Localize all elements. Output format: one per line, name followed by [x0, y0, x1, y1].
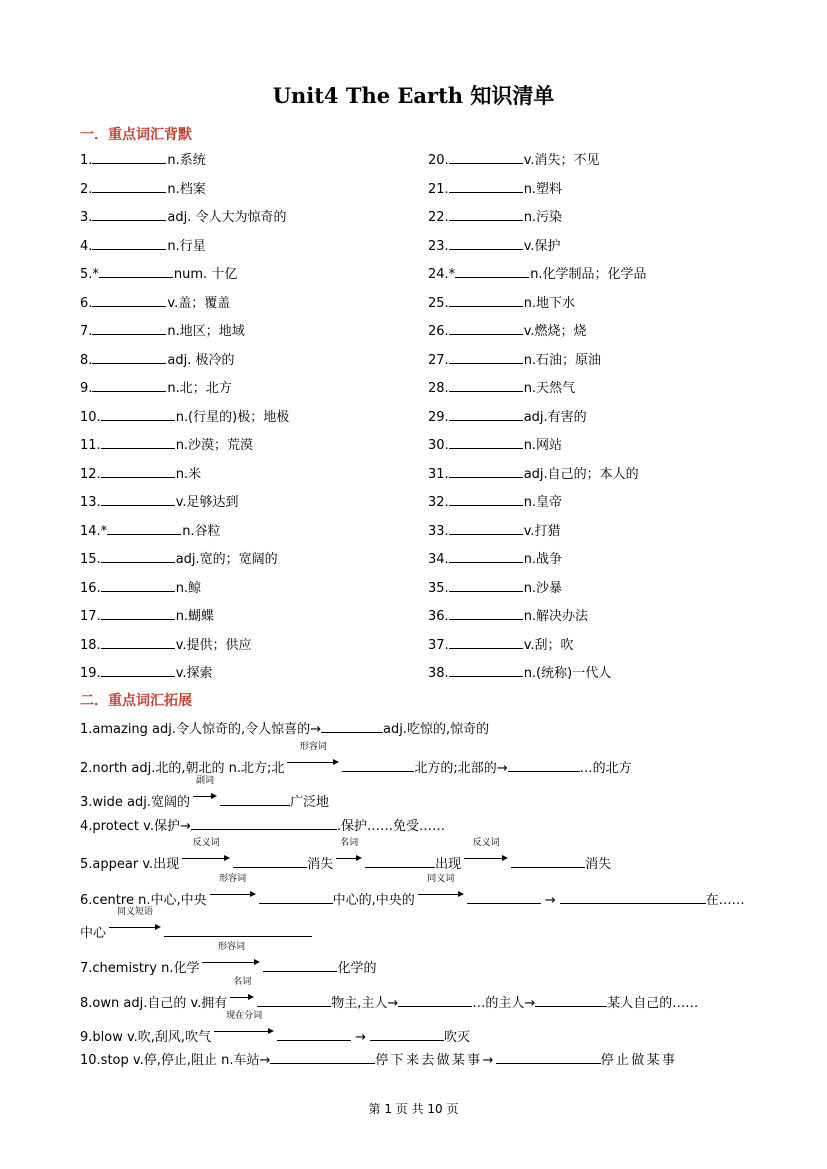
answer-blank[interactable]	[101, 434, 175, 449]
answer-blank[interactable]	[449, 235, 523, 250]
vocab-item	[428, 434, 562, 454]
answer-blank[interactable]	[449, 577, 523, 592]
expansion-text: →	[355, 1030, 366, 1045]
vocab-definition: adj.有害的	[523, 409, 587, 425]
vocab-item	[428, 491, 562, 511]
answer-blank[interactable]	[449, 149, 523, 164]
expansion-text: 物主,主人→	[331, 996, 399, 1011]
vocab-number: 29.	[428, 409, 449, 425]
vocab-item	[428, 577, 562, 597]
answer-blank[interactable]	[92, 178, 166, 193]
vocab-number: 6.	[80, 295, 93, 311]
expansion-text: 6.centre n.中心,中央	[80, 893, 207, 908]
answer-blank[interactable]	[101, 605, 175, 620]
answer-blank[interactable]	[496, 1049, 601, 1064]
relation-label: 名词	[233, 977, 252, 987]
vocab-item	[80, 662, 213, 682]
expansion-text: 消失	[307, 857, 334, 872]
answer-blank[interactable]	[449, 548, 523, 563]
expansion-text: 在……	[705, 893, 745, 908]
vocab-item	[428, 520, 561, 540]
vocab-number: 17.	[80, 609, 101, 624]
answer-blank[interactable]	[398, 992, 472, 1007]
expansion-text: →	[544, 893, 556, 908]
answer-blank[interactable]	[449, 206, 523, 221]
answer-blank[interactable]	[449, 634, 523, 649]
vocab-number: 38.	[428, 666, 449, 681]
expansion-line-6-continued	[80, 907, 750, 944]
relation-arrow	[462, 838, 510, 868]
answer-blank[interactable]	[259, 889, 333, 904]
expansion-text: 化学的	[337, 961, 377, 976]
relation-arrow	[107, 907, 163, 937]
vocab-definition: n.米	[175, 466, 202, 482]
vocab-item	[80, 292, 230, 312]
vocab-definition: n.化学制品；化学品	[530, 267, 647, 282]
vocab-number: 8.	[80, 352, 93, 368]
page-footer: 第 1 页 共 10 页	[368, 1102, 459, 1116]
vocab-number: 23.	[428, 238, 449, 254]
vocab-definition: n.解决办法	[523, 609, 589, 624]
vocab-definition: n.污染	[523, 210, 563, 225]
answer-blank[interactable]	[455, 263, 529, 278]
vocab-item	[428, 463, 639, 483]
relation-arrow	[208, 874, 258, 904]
vocab-number: 5.*	[80, 267, 99, 282]
relation-arrow	[212, 1011, 276, 1041]
vocab-item	[428, 292, 575, 312]
relation-label: 同义短语	[117, 907, 154, 917]
expansion-line-8	[80, 977, 750, 1014]
expansion-text: 某人自己的……	[607, 996, 699, 1011]
vocab-number: 19.	[80, 666, 101, 681]
vocab-definition: num. 十亿	[173, 267, 238, 282]
vocab-number: 13.	[80, 495, 101, 510]
relation-arrow	[191, 776, 219, 806]
page-title: Unit4 The Earth 知识清单	[272, 83, 555, 108]
vocab-definition: n.北；北方	[167, 381, 232, 396]
vocab-number: 16.	[80, 580, 101, 596]
answer-blank[interactable]	[508, 757, 580, 772]
vocab-definition: n.战争	[523, 552, 563, 567]
relation-arrow	[334, 838, 364, 868]
expansion-line-3	[80, 776, 750, 813]
relation-label: 形容词	[217, 942, 245, 952]
answer-blank[interactable]	[449, 434, 523, 449]
vocab-item	[80, 377, 232, 397]
answer-blank[interactable]	[101, 634, 175, 649]
vocab-item	[80, 263, 237, 283]
vocab-number: 14.*	[80, 523, 108, 539]
vocab-number: 18.	[80, 637, 101, 653]
expansion-text: 8.own adj.自己的 v.拥有	[80, 996, 228, 1011]
vocab-item	[428, 206, 562, 226]
vocab-number: 7.	[80, 324, 93, 339]
vocab-definition: n.(统称)一代人	[523, 666, 612, 681]
expansion-text: 9.blow v.吹,刮风,吹气	[80, 1030, 212, 1045]
answer-blank[interactable]	[449, 463, 523, 478]
vocab-number: 4.	[80, 238, 93, 254]
vocab-item	[80, 605, 214, 625]
vocab-definition: adj.自己的；本人的	[523, 466, 639, 482]
answer-blank[interactable]	[99, 263, 173, 278]
vocab-item	[80, 463, 201, 483]
vocab-item	[428, 634, 574, 654]
vocab-definition: n.皇帝	[523, 495, 563, 510]
vocab-item	[80, 520, 221, 540]
vocab-number: 25.	[428, 295, 449, 311]
vocab-number: 28.	[428, 381, 449, 396]
expansion-text: …的主人→	[472, 996, 536, 1011]
vocab-item	[428, 406, 587, 426]
vocab-definition: v.探索	[175, 666, 213, 681]
expansion-text: 出现	[435, 857, 462, 872]
answer-blank[interactable]	[449, 349, 523, 364]
vocab-number: 35.	[428, 580, 449, 596]
relation-arrow	[416, 874, 466, 904]
answer-blank[interactable]	[92, 377, 166, 392]
expansion-line-2	[80, 742, 750, 779]
answer-blank[interactable]	[467, 889, 541, 904]
vocab-definition: n.系统	[167, 153, 206, 168]
relation-label: 副词	[195, 776, 214, 786]
vocab-definition: n.天然气	[523, 381, 576, 396]
answer-blank[interactable]	[101, 577, 175, 592]
section-heading-expansion: 二．重点词汇拓展	[80, 693, 192, 709]
vocab-item	[428, 349, 601, 369]
vocab-definition: adj. 极冷的	[167, 352, 235, 368]
relation-label: 反义词	[192, 838, 220, 848]
expansion-text: 7.chemistry n.化学	[80, 961, 200, 976]
vocab-definition: v.刮；吹	[523, 637, 574, 653]
expansion-text: 1.amazing adj.令人惊奇的,令人惊喜的→	[80, 722, 322, 737]
answer-blank[interactable]	[101, 491, 175, 506]
answer-blank[interactable]	[92, 292, 166, 307]
vocab-definition: n.地下水	[523, 295, 576, 311]
expansion-line-1	[80, 718, 750, 740]
expansion-text: 5.appear v.出现	[80, 857, 180, 872]
expansion-line-6	[80, 874, 750, 911]
relation-label: 同义词	[427, 874, 455, 884]
vocab-item	[80, 406, 289, 426]
vocab-number: 21.	[428, 181, 449, 197]
expansion-text: 中心的,中央的	[332, 893, 415, 908]
vocab-item	[80, 235, 206, 255]
vocab-definition: v.消失；不见	[523, 153, 600, 168]
answer-blank[interactable]	[449, 178, 523, 193]
vocab-item	[428, 320, 587, 340]
answer-blank[interactable]	[449, 605, 523, 620]
vocab-item	[80, 548, 278, 568]
answer-blank[interactable]	[449, 406, 523, 421]
vocab-definition: v.盖；覆盖	[167, 295, 231, 311]
vocab-item	[80, 577, 201, 597]
vocab-item	[80, 149, 206, 169]
vocab-item	[80, 178, 206, 198]
expansion-text: 停止做某事	[600, 1053, 678, 1068]
vocab-item	[428, 263, 647, 283]
relation-arrow	[200, 942, 262, 972]
expansion-text: 3.wide adj.宽阔的	[80, 795, 190, 810]
vocab-definition: n.(行星的)极；地极	[175, 409, 290, 425]
answer-blank[interactable]	[101, 463, 175, 478]
answer-blank[interactable]	[449, 520, 523, 535]
answer-blank[interactable]	[449, 491, 523, 506]
vocab-definition: adj.宽的；宽阔的	[175, 552, 278, 567]
relation-arrow	[285, 742, 341, 772]
vocab-item	[80, 349, 235, 369]
vocab-number: 22.	[428, 210, 449, 225]
expansion-text: 中心	[80, 926, 107, 941]
relation-label: 形容词	[219, 874, 247, 884]
vocab-item	[428, 662, 611, 682]
vocab-definition: n.谷粒	[182, 523, 221, 539]
vocab-number: 15.	[80, 552, 101, 567]
vocab-number: 31.	[428, 466, 449, 482]
vocab-number: 20.	[428, 153, 449, 168]
vocab-definition: n.蝴蝶	[175, 609, 215, 624]
vocab-number: 24.*	[428, 267, 456, 282]
answer-blank[interactable]	[164, 922, 312, 937]
answer-blank[interactable]	[220, 791, 290, 806]
vocab-definition: n.石油；原油	[523, 352, 602, 368]
vocab-number: 9.	[80, 381, 93, 396]
answer-blank[interactable]	[321, 718, 383, 733]
vocab-definition: v.燃烧；烧	[523, 324, 587, 339]
section-heading-vocab: 一．重点词汇背默	[80, 127, 192, 143]
vocab-number: 37.	[428, 637, 449, 653]
expansion-text: …的北方	[579, 761, 632, 776]
relation-label: 现在分词	[226, 1011, 263, 1021]
vocab-definition: n.塑料	[523, 181, 563, 197]
vocab-number: 11.	[80, 438, 101, 453]
vocab-definition: n.网站	[523, 438, 563, 453]
vocab-item	[428, 149, 600, 169]
answer-blank[interactable]	[263, 957, 337, 972]
answer-blank[interactable]	[257, 992, 331, 1007]
answer-blank[interactable]	[233, 853, 307, 868]
answer-blank[interactable]	[270, 1049, 375, 1064]
vocab-item	[428, 377, 575, 397]
answer-blank[interactable]	[560, 889, 706, 904]
answer-blank[interactable]	[92, 206, 166, 221]
answer-blank[interactable]	[365, 853, 435, 868]
answer-blank[interactable]	[92, 149, 166, 164]
expansion-text: .保护……免受……	[336, 819, 445, 834]
answer-blank[interactable]	[449, 292, 523, 307]
vocab-number: 12.	[80, 466, 101, 482]
vocab-number: 1.	[80, 153, 93, 168]
vocab-item	[428, 548, 562, 568]
vocab-number: 36.	[428, 609, 449, 624]
relation-arrow	[180, 838, 232, 868]
answer-blank[interactable]	[449, 662, 523, 677]
relation-label: 名词	[340, 838, 359, 848]
expansion-line-10	[80, 1049, 750, 1071]
expansion-line-9	[80, 1011, 750, 1048]
vocab-number: 30.	[428, 438, 449, 453]
vocab-definition: n.行星	[167, 238, 206, 254]
vocab-number: 2.	[80, 181, 93, 197]
vocab-definition: v.提供；供应	[175, 637, 252, 653]
answer-blank[interactable]	[101, 662, 175, 677]
answer-blank[interactable]	[277, 1026, 351, 1041]
answer-blank[interactable]	[511, 853, 585, 868]
answer-blank[interactable]	[101, 406, 175, 421]
vocab-number: 3.	[80, 210, 93, 225]
vocab-item	[428, 178, 562, 198]
expansion-line-4	[80, 815, 750, 837]
relation-arrow	[228, 977, 256, 1007]
expansion-line-7	[80, 942, 750, 979]
vocab-definition: adj. 令人大为惊奇的	[167, 210, 287, 225]
answer-blank[interactable]	[449, 320, 523, 335]
answer-blank[interactable]	[191, 815, 337, 830]
vocab-item	[80, 491, 239, 511]
vocab-number: 32.	[428, 495, 449, 510]
vocab-item	[428, 605, 588, 625]
vocab-number: 33.	[428, 523, 449, 539]
vocab-definition: v.打猎	[523, 523, 561, 539]
vocab-item	[80, 320, 245, 340]
expansion-text: 吹灭	[443, 1030, 470, 1045]
expansion-text: 广泛地	[290, 795, 330, 810]
answer-blank[interactable]	[101, 548, 175, 563]
answer-blank[interactable]	[92, 349, 166, 364]
vocab-number: 10.	[80, 409, 101, 425]
vocab-definition: n.沙暴	[523, 580, 563, 596]
answer-blank[interactable]	[92, 235, 166, 250]
vocab-definition: n.档案	[167, 181, 206, 197]
answer-blank[interactable]	[449, 377, 523, 392]
vocab-item	[80, 434, 253, 454]
vocab-definition: v.足够达到	[175, 495, 239, 510]
expansion-text: 停下来去做某事→	[375, 1053, 496, 1068]
answer-blank[interactable]	[92, 320, 166, 335]
answer-blank[interactable]	[342, 757, 414, 772]
vocab-definition: n.沙漠；荒漠	[175, 438, 254, 453]
answer-blank[interactable]	[535, 992, 607, 1007]
answer-blank[interactable]	[370, 1026, 444, 1041]
expansion-text: 消失	[585, 857, 612, 872]
relation-label: 形容词	[299, 742, 327, 752]
vocab-definition: v.保护	[523, 238, 561, 254]
vocab-definition: n.地区；地域	[167, 324, 245, 339]
vocab-item	[80, 206, 287, 226]
relation-label: 反义词	[472, 838, 500, 848]
vocab-item	[428, 235, 561, 255]
vocab-number: 27.	[428, 352, 449, 368]
expansion-text: adj.吃惊的,惊奇的	[383, 722, 490, 737]
expansion-text: 4.protect v.保护→	[80, 819, 191, 834]
expansion-text: 北方的;北部的→	[414, 761, 508, 776]
vocab-number: 34.	[428, 552, 449, 567]
expansion-text: 2.north adj.北的,朝北的 n.北方;北	[80, 761, 285, 776]
answer-blank[interactable]	[107, 520, 181, 535]
vocab-item	[80, 634, 252, 654]
expansion-text: 10.stop v.停,停止,阻止 n.车站→	[80, 1053, 271, 1068]
vocab-definition: n.鲸	[175, 580, 202, 596]
expansion-line-5	[80, 838, 750, 875]
vocab-number: 26.	[428, 324, 449, 339]
